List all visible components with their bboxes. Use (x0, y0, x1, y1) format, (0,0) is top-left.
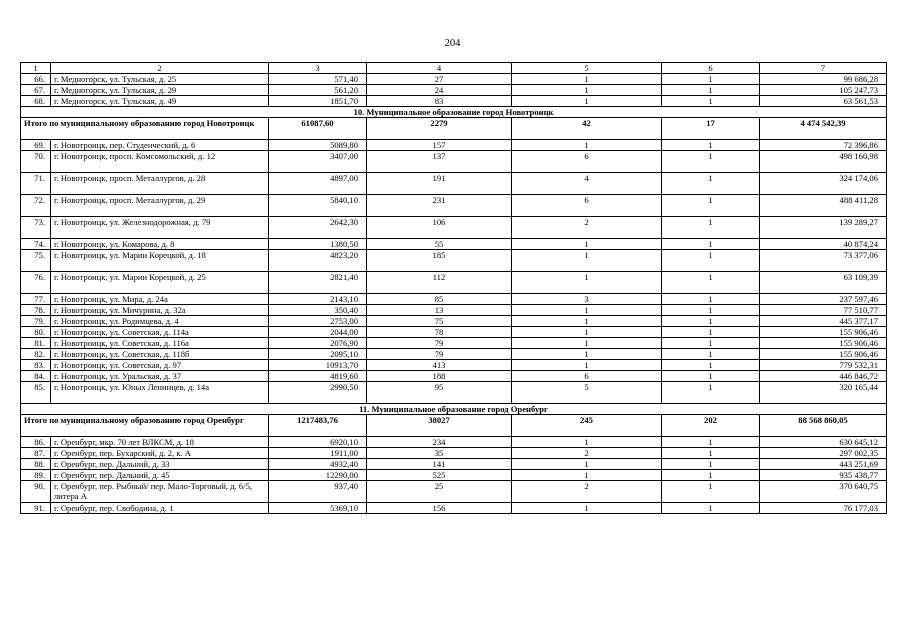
col6-cell: 1 (662, 239, 760, 250)
col4-cell: 85 (367, 294, 512, 305)
row-number: 77. (21, 294, 51, 305)
total-col5: 245 (512, 415, 662, 437)
col6-cell: 1 (662, 338, 760, 349)
address-cell: г. Новотроицк, ул. Уральская, д. 37 (51, 371, 269, 382)
header-cell: 4 (367, 63, 512, 74)
col5-cell: 1 (512, 503, 662, 514)
header-row (21, 63, 887, 74)
col5-cell: 1 (512, 338, 662, 349)
section-title: 11. Муниципальное образование город Оренбург (21, 404, 887, 415)
col4-cell: 83 (367, 96, 512, 107)
row-number: 82. (21, 349, 51, 360)
header-cell: 2 (51, 63, 269, 74)
row-number: 75. (21, 250, 51, 272)
area-cell: 2076,90 (269, 338, 367, 349)
address-cell: г. Новотроицк, просп. Металлургов, д. 28 (51, 173, 269, 195)
address-cell: г. Новотроицк, ул. Марии Корецкой, д. 25 (51, 272, 269, 294)
amount-cell: 63 109,39 (760, 272, 887, 294)
col4-cell: 157 (367, 140, 512, 151)
address-cell: г. Новотроицк, ул. Железнодорожная, д. 79 (51, 217, 269, 239)
col6-cell: 1 (662, 470, 760, 481)
area-cell: 5089,80 (269, 140, 367, 151)
total-col7: 88 568 860,05 (760, 415, 887, 437)
amount-cell: 99 686,28 (760, 74, 887, 85)
col4-cell: 525 (367, 470, 512, 481)
col5-cell: 1 (512, 437, 662, 448)
table-row (21, 481, 887, 503)
section-header-row (21, 107, 887, 118)
amount-cell: 63 561,53 (760, 96, 887, 107)
col6-cell: 1 (662, 437, 760, 448)
row-number: 86. (21, 437, 51, 448)
col6-cell: 1 (662, 327, 760, 338)
col4-cell: 191 (367, 173, 512, 195)
table-row (21, 151, 887, 173)
address-cell: г. Новотроицк, просп. Комсомольский, д. 12 (51, 151, 269, 173)
area-cell: 2044,00 (269, 327, 367, 338)
amount-cell: 779 532,31 (760, 360, 887, 371)
header-cell: 3 (269, 63, 367, 74)
col5-cell: 1 (512, 74, 662, 85)
address-cell: г. Новотроицк, ул. Советская, д. 116а (51, 338, 269, 349)
area-cell: 12290,00 (269, 470, 367, 481)
col6-cell: 1 (662, 481, 760, 503)
amount-cell: 73 377,06 (760, 250, 887, 272)
amount-cell: 445 377,17 (760, 316, 887, 327)
table-row (21, 327, 887, 338)
row-number: 78. (21, 305, 51, 316)
amount-cell: 935 438,77 (760, 470, 887, 481)
amount-cell: 237 597,46 (760, 294, 887, 305)
table-row (21, 272, 887, 294)
table-row (21, 382, 887, 404)
row-number: 81. (21, 338, 51, 349)
area-cell: 10913,70 (269, 360, 367, 371)
area-cell: 2642,30 (269, 217, 367, 239)
row-number: 90. (21, 481, 51, 503)
col6-cell: 1 (662, 459, 760, 470)
area-cell: 2821,40 (269, 272, 367, 294)
total-row (21, 118, 887, 140)
total-label: Итого по муниципальному образованию город Новотроицк (21, 118, 269, 140)
table-row (21, 305, 887, 316)
table-row (21, 250, 887, 272)
header-cell: 5 (512, 63, 662, 74)
area-cell: 5369,10 (269, 503, 367, 514)
col6-cell: 1 (662, 96, 760, 107)
col5-cell: 6 (512, 371, 662, 382)
amount-cell: 297 002,35 (760, 448, 887, 459)
total-col4: 2279 (367, 118, 512, 140)
table-row (21, 459, 887, 470)
area-cell: 4823,20 (269, 250, 367, 272)
row-number: 69. (21, 140, 51, 151)
row-number: 85. (21, 382, 51, 404)
table-row (21, 437, 887, 448)
area-cell: 5840,10 (269, 195, 367, 217)
table-row (21, 360, 887, 371)
table-row (21, 195, 887, 217)
col5-cell: 1 (512, 349, 662, 360)
total-row (21, 415, 887, 437)
col6-cell: 1 (662, 140, 760, 151)
col6-cell: 1 (662, 360, 760, 371)
col5-cell: 3 (512, 294, 662, 305)
col5-cell: 1 (512, 85, 662, 96)
area-cell: 2990,50 (269, 382, 367, 404)
amount-cell: 155 906,46 (760, 349, 887, 360)
table-body (21, 63, 887, 514)
col4-cell: 234 (367, 437, 512, 448)
col4-cell: 75 (367, 316, 512, 327)
amount-cell: 155 906,46 (760, 327, 887, 338)
col6-cell: 1 (662, 217, 760, 239)
amount-cell: 443 251,69 (760, 459, 887, 470)
col5-cell: 6 (512, 151, 662, 173)
amount-cell: 77 510,77 (760, 305, 887, 316)
row-number: 70. (21, 151, 51, 173)
row-number: 89. (21, 470, 51, 481)
amount-cell: 320 165,44 (760, 382, 887, 404)
col4-cell: 112 (367, 272, 512, 294)
address-cell: г. Новотроицк, ул. Мира, д. 24а (51, 294, 269, 305)
address-cell: г. Медногорск, ул. Тульская, д. 29 (51, 85, 269, 96)
col4-cell: 185 (367, 250, 512, 272)
address-cell: г. Новотроицк, ул. Юных Ленинцев, д. 14а (51, 382, 269, 404)
table-row (21, 173, 887, 195)
table-row (21, 338, 887, 349)
row-number: 74. (21, 239, 51, 250)
amount-cell: 72 396,86 (760, 140, 887, 151)
col6-cell: 1 (662, 250, 760, 272)
amount-cell: 105 247,73 (760, 85, 887, 96)
address-cell: г. Оренбург, пер. Свободина, д. 1 (51, 503, 269, 514)
area-cell: 3407,00 (269, 151, 367, 173)
col5-cell: 1 (512, 250, 662, 272)
row-number: 87. (21, 448, 51, 459)
col6-cell: 1 (662, 316, 760, 327)
amount-cell: 324 174,06 (760, 173, 887, 195)
row-number: 76. (21, 272, 51, 294)
col5-cell: 2 (512, 481, 662, 503)
row-number: 91. (21, 503, 51, 514)
col4-cell: 231 (367, 195, 512, 217)
col6-cell: 1 (662, 173, 760, 195)
section-header-row (21, 404, 887, 415)
address-cell: г. Новотроицк, ул. Советская, д. 97 (51, 360, 269, 371)
address-cell: г. Новотроицк, пер. Студенческий, д. 6 (51, 140, 269, 151)
area-cell: 937,40 (269, 481, 367, 503)
amount-cell: 630 645,12 (760, 437, 887, 448)
amount-cell: 498 160,98 (760, 151, 887, 173)
col6-cell: 1 (662, 503, 760, 514)
row-number: 88. (21, 459, 51, 470)
col4-cell: 156 (367, 503, 512, 514)
total-col4: 38027 (367, 415, 512, 437)
row-number: 84. (21, 371, 51, 382)
table-row (21, 85, 887, 96)
address-cell: г. Новотроицк, ул. Комарова, д. 8 (51, 239, 269, 250)
table-row (21, 217, 887, 239)
table-row (21, 503, 887, 514)
col6-cell: 1 (662, 349, 760, 360)
amount-cell: 139 289,27 (760, 217, 887, 239)
total-col6: 17 (662, 118, 760, 140)
area-cell: 4897,00 (269, 173, 367, 195)
col4-cell: 55 (367, 239, 512, 250)
row-number: 67. (21, 85, 51, 96)
amount-cell: 155 906,46 (760, 338, 887, 349)
col5-cell: 1 (512, 305, 662, 316)
amount-cell: 488 411,28 (760, 195, 887, 217)
header-cell: 6 (662, 63, 760, 74)
col5-cell: 6 (512, 195, 662, 217)
row-number: 71. (21, 173, 51, 195)
total-col5: 42 (512, 118, 662, 140)
page-number: 204 (444, 38, 461, 49)
row-number: 83. (21, 360, 51, 371)
address-cell: г. Оренбург, пер. Рыбный/ пер. Мало-Торговый, д. 6/5, литера А (51, 481, 269, 503)
table-row (21, 371, 887, 382)
address-cell: г. Новотроицк, ул. Марии Корецкой, д. 18 (51, 250, 269, 272)
address-cell: г. Новотроицк, ул. Советская, д. 114а (51, 327, 269, 338)
table-row (21, 239, 887, 250)
total-col7: 4 474 542,39 (760, 118, 887, 140)
col5-cell: 1 (512, 316, 662, 327)
housing-table (20, 62, 887, 514)
col5-cell: 1 (512, 140, 662, 151)
header-cell: 7 (760, 63, 887, 74)
col4-cell: 25 (367, 481, 512, 503)
col5-cell: 2 (512, 448, 662, 459)
col4-cell: 79 (367, 338, 512, 349)
area-cell: 561,20 (269, 85, 367, 96)
total-area: 1217483,76 (269, 415, 367, 437)
col4-cell: 413 (367, 360, 512, 371)
col4-cell: 27 (367, 74, 512, 85)
row-number: 68. (21, 96, 51, 107)
section-title: 10. Муниципальное образование город Новотроицк (21, 107, 887, 118)
area-cell: 1380,50 (269, 239, 367, 250)
col6-cell: 1 (662, 151, 760, 173)
amount-cell: 370 640,75 (760, 481, 887, 503)
col6-cell: 1 (662, 74, 760, 85)
address-cell: г. Оренбург, пер. Дальний, д. 33 (51, 459, 269, 470)
amount-cell: 446 846,72 (760, 371, 887, 382)
amount-cell: 40 874,24 (760, 239, 887, 250)
total-label: Итого по муниципальному образованию город Оренбург (21, 415, 269, 437)
address-cell: г. Медногорск, ул. Тульская, д. 25 (51, 74, 269, 85)
col5-cell: 2 (512, 217, 662, 239)
table-row (21, 140, 887, 151)
address-cell: г. Новотроицк, просп. Металлургов, д. 29 (51, 195, 269, 217)
table-row (21, 470, 887, 481)
area-cell: 6920,10 (269, 437, 367, 448)
area-cell: 571,40 (269, 74, 367, 85)
col4-cell: 188 (367, 371, 512, 382)
row-number: 66. (21, 74, 51, 85)
area-cell: 350,40 (269, 305, 367, 316)
row-number: 73. (21, 217, 51, 239)
area-cell: 1851,70 (269, 96, 367, 107)
col5-cell: 1 (512, 327, 662, 338)
address-cell: г. Оренбург, пер. Бухарский, д. 2, к. А (51, 448, 269, 459)
address-cell: г. Новотроицк, ул. Родимцева, д. 4 (51, 316, 269, 327)
col4-cell: 24 (367, 85, 512, 96)
address-cell: г. Новотроицк, ул. Советская, д. 118б (51, 349, 269, 360)
table-row (21, 349, 887, 360)
col6-cell: 1 (662, 382, 760, 404)
amount-cell: 76 177,03 (760, 503, 887, 514)
total-area: 61087,60 (269, 118, 367, 140)
table-row (21, 74, 887, 85)
col5-cell: 1 (512, 96, 662, 107)
col6-cell: 1 (662, 272, 760, 294)
table-row (21, 294, 887, 305)
col4-cell: 79 (367, 349, 512, 360)
col4-cell: 13 (367, 305, 512, 316)
row-number: 72. (21, 195, 51, 217)
col4-cell: 137 (367, 151, 512, 173)
area-cell: 2143,10 (269, 294, 367, 305)
area-cell: 4819,60 (269, 371, 367, 382)
col6-cell: 1 (662, 85, 760, 96)
col5-cell: 4 (512, 173, 662, 195)
col5-cell: 1 (512, 360, 662, 371)
address-cell: г. Оренбург, мкр. 70 лет ВЛКСМ, д. 18 (51, 437, 269, 448)
col4-cell: 95 (367, 382, 512, 404)
row-number: 79. (21, 316, 51, 327)
col4-cell: 106 (367, 217, 512, 239)
table-row (21, 448, 887, 459)
col4-cell: 141 (367, 459, 512, 470)
col6-cell: 1 (662, 294, 760, 305)
table-row (21, 96, 887, 107)
total-col6: 202 (662, 415, 760, 437)
col4-cell: 35 (367, 448, 512, 459)
col6-cell: 1 (662, 305, 760, 316)
address-cell: г. Медногорск, ул. Тульская, д. 49 (51, 96, 269, 107)
col5-cell: 1 (512, 239, 662, 250)
col5-cell: 1 (512, 459, 662, 470)
col6-cell: 1 (662, 371, 760, 382)
col4-cell: 78 (367, 327, 512, 338)
col5-cell: 1 (512, 470, 662, 481)
col6-cell: 1 (662, 195, 760, 217)
area-cell: 1911,00 (269, 448, 367, 459)
address-cell: г. Новотроицк, ул. Мичурина, д. 32а (51, 305, 269, 316)
table-row (21, 316, 887, 327)
col5-cell: 5 (512, 382, 662, 404)
col6-cell: 1 (662, 448, 760, 459)
area-cell: 2095,10 (269, 349, 367, 360)
col5-cell: 1 (512, 272, 662, 294)
header-cell: 1 (21, 63, 51, 74)
area-cell: 4932,40 (269, 459, 367, 470)
area-cell: 2753,00 (269, 316, 367, 327)
address-cell: г. Оренбург, пер. Дальний, д. 45 (51, 470, 269, 481)
row-number: 80. (21, 327, 51, 338)
